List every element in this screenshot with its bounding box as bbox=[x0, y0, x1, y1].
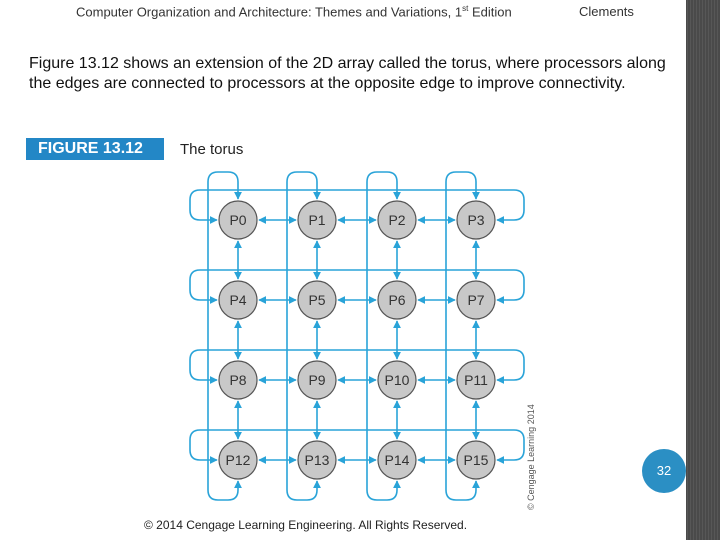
figure-title: The torus bbox=[180, 141, 244, 158]
header-title: Computer Organization and Architecture: Themes and Variations, 1st Edition bbox=[76, 4, 512, 20]
processor-label-p6: P6 bbox=[388, 292, 406, 308]
header-author: Clements bbox=[579, 4, 634, 19]
processor-label-p9: P9 bbox=[308, 372, 326, 388]
copyright-text: © 2014 Cengage Learning Engineering. All Rights Reserved. bbox=[144, 518, 468, 532]
figure-torus bbox=[26, 138, 541, 510]
figure-credit: © Cengage Learning 2014 bbox=[526, 404, 536, 510]
processor-label-p2: P2 bbox=[388, 212, 406, 228]
processor-label-p1: P1 bbox=[308, 212, 326, 228]
processor-label-p3: P3 bbox=[467, 212, 485, 228]
figure-label: FIGURE 13.12 bbox=[26, 138, 164, 160]
processor-label-p12: P12 bbox=[225, 452, 251, 468]
processor-label-p14: P14 bbox=[384, 452, 410, 468]
processor-label-p10: P10 bbox=[384, 372, 410, 388]
processor-label-p11: P11 bbox=[464, 372, 488, 388]
processor-label-p7: P7 bbox=[467, 292, 485, 308]
processor-label-p13: P13 bbox=[304, 452, 330, 468]
processor-label-p8: P8 bbox=[229, 372, 247, 388]
processor-label-p5: P5 bbox=[308, 292, 326, 308]
processor-label-p15: P15 bbox=[463, 452, 489, 468]
header-title-superscript: st bbox=[462, 4, 469, 13]
torus-diagram bbox=[26, 138, 541, 510]
page-number-badge: 32 bbox=[642, 449, 686, 493]
processor-label-p0: P0 bbox=[229, 212, 247, 228]
body-text: Figure 13.12 shows an extension of the 2D array called the torus, where processors along the edges are connected to processors at the opposite edge to improve connectivity. bbox=[29, 55, 666, 92]
processor-label-p4: P4 bbox=[229, 292, 247, 308]
